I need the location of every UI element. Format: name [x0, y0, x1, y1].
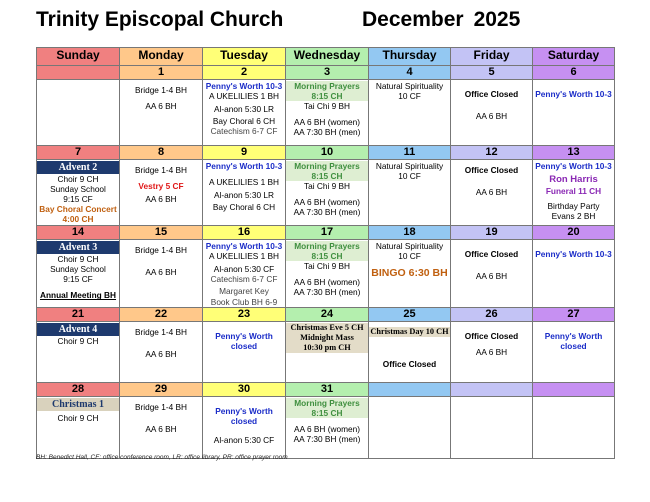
date-number: 19	[451, 226, 533, 240]
event-text: 9:15 CF	[63, 274, 93, 285]
event-text: Bridge 1-4 BH	[134, 401, 188, 412]
day-cell	[203, 396, 286, 458]
event-text: Al-anon 5:30 LR	[214, 190, 274, 201]
event-text: Evans 2 BH	[551, 210, 596, 221]
christmas-1-banner: Christmas 1	[37, 398, 119, 411]
event-text: Penny's Worth	[215, 405, 273, 416]
day-cell	[286, 80, 369, 146]
day-cell	[203, 80, 286, 146]
event-text: Tai Chi 9 BH	[303, 261, 351, 272]
event-text: Choir 9 CH	[57, 335, 99, 346]
day-cell	[286, 160, 369, 226]
morning-prayer-block	[286, 161, 368, 181]
date-number	[451, 382, 533, 396]
event-text: 10:30 pm CH	[303, 342, 351, 352]
christmas-eve-block	[286, 323, 368, 353]
event-text: Bridge 1-4 BH	[134, 245, 188, 255]
event-text: Penny's Worth 10-3	[535, 89, 612, 99]
week-5-dates	[37, 382, 615, 396]
event-text: AA 6 BH (women)	[294, 117, 360, 128]
date-number: 2	[203, 66, 286, 80]
week-2-events	[37, 160, 615, 226]
event-text: Office Closed	[464, 165, 519, 175]
day-cell	[369, 160, 451, 226]
day-cell	[533, 80, 615, 146]
day-cell	[120, 321, 203, 382]
week-4-events	[37, 321, 615, 382]
event-text: A UKELILIES 1 BH	[208, 91, 280, 102]
event-text: Birthday Party	[547, 200, 600, 211]
event-text: 8:15 CH	[311, 171, 343, 182]
week-4-dates	[37, 307, 615, 321]
calendar-grid	[36, 47, 615, 459]
event-text: AA 6 BH	[475, 187, 508, 198]
date-number: 31	[286, 382, 369, 396]
date-number: 29	[120, 382, 203, 396]
event-text: AA 6 BH (women)	[294, 197, 360, 208]
event-text: Office Closed	[464, 249, 519, 259]
date-number: 4	[369, 66, 451, 80]
event-text: AA 6 BH (women)	[294, 423, 360, 434]
event-text: 10 CF	[398, 171, 421, 182]
day-cell	[451, 396, 533, 458]
event-text: Penny's Worth	[544, 330, 603, 341]
event-text: Choir 9 CH	[57, 412, 99, 423]
date-number: 22	[120, 307, 203, 321]
event-text: Al-anon 5:30 LR	[214, 104, 274, 115]
header-wednesday: Wednesday	[286, 48, 369, 66]
week-2-dates	[37, 146, 615, 160]
date-number: 18	[369, 226, 451, 240]
day-cell	[451, 321, 533, 382]
date-number: 23	[203, 307, 286, 321]
day-cell	[120, 80, 203, 146]
event-text: Bay Choral 6 CH	[212, 116, 276, 127]
date-number: 13	[533, 146, 615, 160]
day-cell	[286, 240, 369, 308]
event-text: Choir 9 CH	[57, 254, 99, 264]
event-text: Catechism 6-7 CF	[210, 126, 278, 137]
day-cell	[533, 321, 615, 382]
day-cell	[37, 321, 120, 382]
event-text: AA 6 BH	[475, 111, 508, 122]
event-text: Office Closed	[464, 89, 519, 99]
event-text: AA 7:30 BH (men)	[293, 287, 361, 298]
event-text: 10 CF	[398, 251, 421, 262]
day-cell	[533, 160, 615, 226]
date-number: 17	[286, 226, 369, 240]
event-text: Morning Prayers	[294, 161, 360, 171]
event-text: Penny's Worth 10-3	[205, 81, 283, 91]
date-number: 1	[120, 66, 203, 80]
morning-prayer-block	[286, 241, 368, 261]
event-text: Natural Spirituality	[375, 241, 444, 251]
event-text: Penny's Worth 10-3	[535, 249, 612, 259]
event-text: AA 6 BH	[145, 267, 177, 278]
event-text: closed	[560, 340, 587, 351]
day-cell	[369, 80, 451, 146]
event-text: Morning Prayers	[294, 397, 360, 408]
event-text: Penny's Worth 10-3	[205, 241, 283, 251]
event-text: closed	[230, 415, 258, 426]
event-text: A UKELILIES 1 BH	[208, 177, 280, 188]
day-cell	[369, 240, 451, 308]
advent-banner: Advent 3	[37, 241, 119, 254]
header-thursday: Thursday	[369, 48, 451, 66]
week-1-dates	[37, 66, 615, 80]
day-cell	[203, 240, 286, 308]
event-text: Annual Meeting BH	[39, 290, 117, 301]
day-cell	[120, 240, 203, 308]
legend-footer: BH: Benedict Hall, CF: office conference room, LR: office library, PR: office prayer room	[36, 454, 288, 461]
week-3-events	[37, 240, 615, 308]
event-text: Tai Chi 9 BH	[303, 101, 351, 112]
event-text: Ron Harris	[549, 174, 598, 186]
event-text: Natural Spirituality	[375, 161, 444, 171]
event-text: AA 6 BH	[145, 194, 177, 205]
date-number: 9	[203, 146, 286, 160]
event-text: Bridge 1-4 BH	[134, 165, 188, 175]
day-cell	[203, 321, 286, 382]
event-text: AA 6 BH	[475, 346, 508, 357]
week-1-events	[37, 80, 615, 146]
event-text: Penny's Worth 10-3	[205, 161, 283, 171]
day-cell	[286, 321, 369, 382]
header-saturday: Saturday	[533, 48, 615, 66]
advent-banner: Advent 4	[37, 323, 119, 336]
event-text: AA 7:30 BH (men)	[293, 127, 361, 138]
date-number: 6	[533, 66, 615, 80]
day-cell	[369, 396, 451, 458]
event-text: Bridge 1-4 BH	[134, 326, 188, 337]
date-number	[37, 66, 120, 80]
date-number: 16	[203, 226, 286, 240]
date-number: 26	[451, 307, 533, 321]
event-text: 8:15 CH	[311, 251, 343, 262]
day-cell	[451, 240, 533, 308]
event-text: 10 CF	[398, 91, 421, 102]
event-text: Christmas Day 10 CH	[370, 326, 449, 336]
date-number: 10	[286, 146, 369, 160]
date-number: 24	[286, 307, 369, 321]
event-text: Bridge 1-4 BH	[134, 85, 188, 95]
day-cell	[37, 396, 120, 458]
event-text: Vestry 5 CF	[138, 181, 184, 192]
event-text: AA 6 BH	[145, 348, 177, 359]
event-text: Catechism 6-7 CF	[210, 274, 278, 285]
date-number: 28	[37, 382, 120, 396]
day-cell	[451, 160, 533, 226]
event-text: Sunday School	[50, 184, 106, 195]
date-number: 3	[286, 66, 369, 80]
advent-banner: Advent 2	[37, 161, 119, 174]
header-monday: Monday	[120, 48, 203, 66]
date-number: 25	[369, 307, 451, 321]
event-text: Christmas Eve 5 CH	[290, 322, 364, 332]
event-text: A UKELILIES 1 BH	[208, 251, 280, 262]
event-text: Bay Choral Concert	[39, 204, 117, 215]
day-cell	[286, 396, 369, 458]
date-number: 27	[533, 307, 615, 321]
event-text: Choir 9 CH	[57, 174, 99, 184]
day-cell	[533, 396, 615, 458]
date-number: 21	[37, 307, 120, 321]
month-year-title	[362, 8, 520, 32]
event-text: AA 6 BH	[145, 101, 177, 112]
header-sunday: Sunday	[37, 48, 120, 66]
weekday-header-row	[37, 48, 615, 66]
event-text: Al-anon 5:30 CF	[213, 434, 275, 445]
date-number: 7	[37, 146, 120, 160]
header-friday: Friday	[451, 48, 533, 66]
event-text: Tai Chi 9 BH	[303, 181, 351, 192]
event-text: Sunday School	[50, 264, 106, 275]
event-text: Midnight Mass	[300, 332, 354, 342]
event-text: Morning Prayers	[294, 241, 360, 251]
date-number: 30	[203, 382, 286, 396]
date-number	[369, 382, 451, 396]
date-number: 14	[37, 226, 120, 240]
date-number	[533, 382, 615, 396]
date-number: 12	[451, 146, 533, 160]
event-text: Book Club BH 6-9	[210, 296, 278, 307]
header-tuesday: Tuesday	[203, 48, 286, 66]
date-number: 20	[533, 226, 615, 240]
morning-prayer-block	[286, 81, 368, 101]
day-cell	[37, 160, 120, 226]
event-text: AA 7:30 BH (men)	[293, 433, 361, 444]
day-cell	[37, 240, 120, 308]
day-cell	[369, 321, 451, 382]
event-text: Penny's Worth 10-3	[535, 161, 612, 171]
year-label: 2025	[473, 8, 521, 31]
day-cell	[451, 80, 533, 146]
month-label: December	[362, 8, 464, 31]
week-3-dates	[37, 226, 615, 240]
event-text: closed	[230, 340, 258, 351]
event-text: Funeral 11 CH	[545, 185, 602, 196]
christmas-day-block	[369, 327, 450, 337]
event-text: 8:15 CH	[311, 91, 343, 102]
date-number: 11	[369, 146, 451, 160]
day-cell	[203, 160, 286, 226]
event-text: 8:15 CH	[311, 407, 343, 418]
event-text: Office Closed	[382, 358, 437, 369]
event-text: Bay Choral 6 CH	[212, 202, 276, 213]
day-cell	[120, 160, 203, 226]
day-cell	[37, 80, 120, 146]
date-number: 5	[451, 66, 533, 80]
date-number: 8	[120, 146, 203, 160]
event-text: AA 6 BH (women)	[294, 277, 360, 288]
event-text: AA 7:30 BH (men)	[293, 207, 361, 218]
event-text: BINGO 6:30 BH	[371, 267, 448, 280]
week-5-events	[37, 396, 615, 458]
event-text: Penny's Worth	[215, 330, 273, 341]
event-text: Natural Spirituality	[375, 81, 444, 91]
date-number: 15	[120, 226, 203, 240]
church-title: Trinity Episcopal Church	[36, 8, 284, 31]
event-text: Margaret Key	[219, 286, 269, 297]
event-text: 9:15 CF	[63, 194, 93, 205]
event-text: AA 6 BH	[145, 423, 177, 434]
event-text: Al-anon 5:30 CF	[213, 264, 275, 275]
event-text: 4:00 CH	[62, 214, 94, 225]
event-text: Office Closed	[464, 330, 519, 341]
morning-prayer-block	[286, 398, 368, 418]
event-text: AA 6 BH	[475, 271, 508, 282]
event-text: Morning Prayers	[294, 81, 360, 91]
day-cell	[533, 240, 615, 308]
day-cell	[120, 396, 203, 458]
